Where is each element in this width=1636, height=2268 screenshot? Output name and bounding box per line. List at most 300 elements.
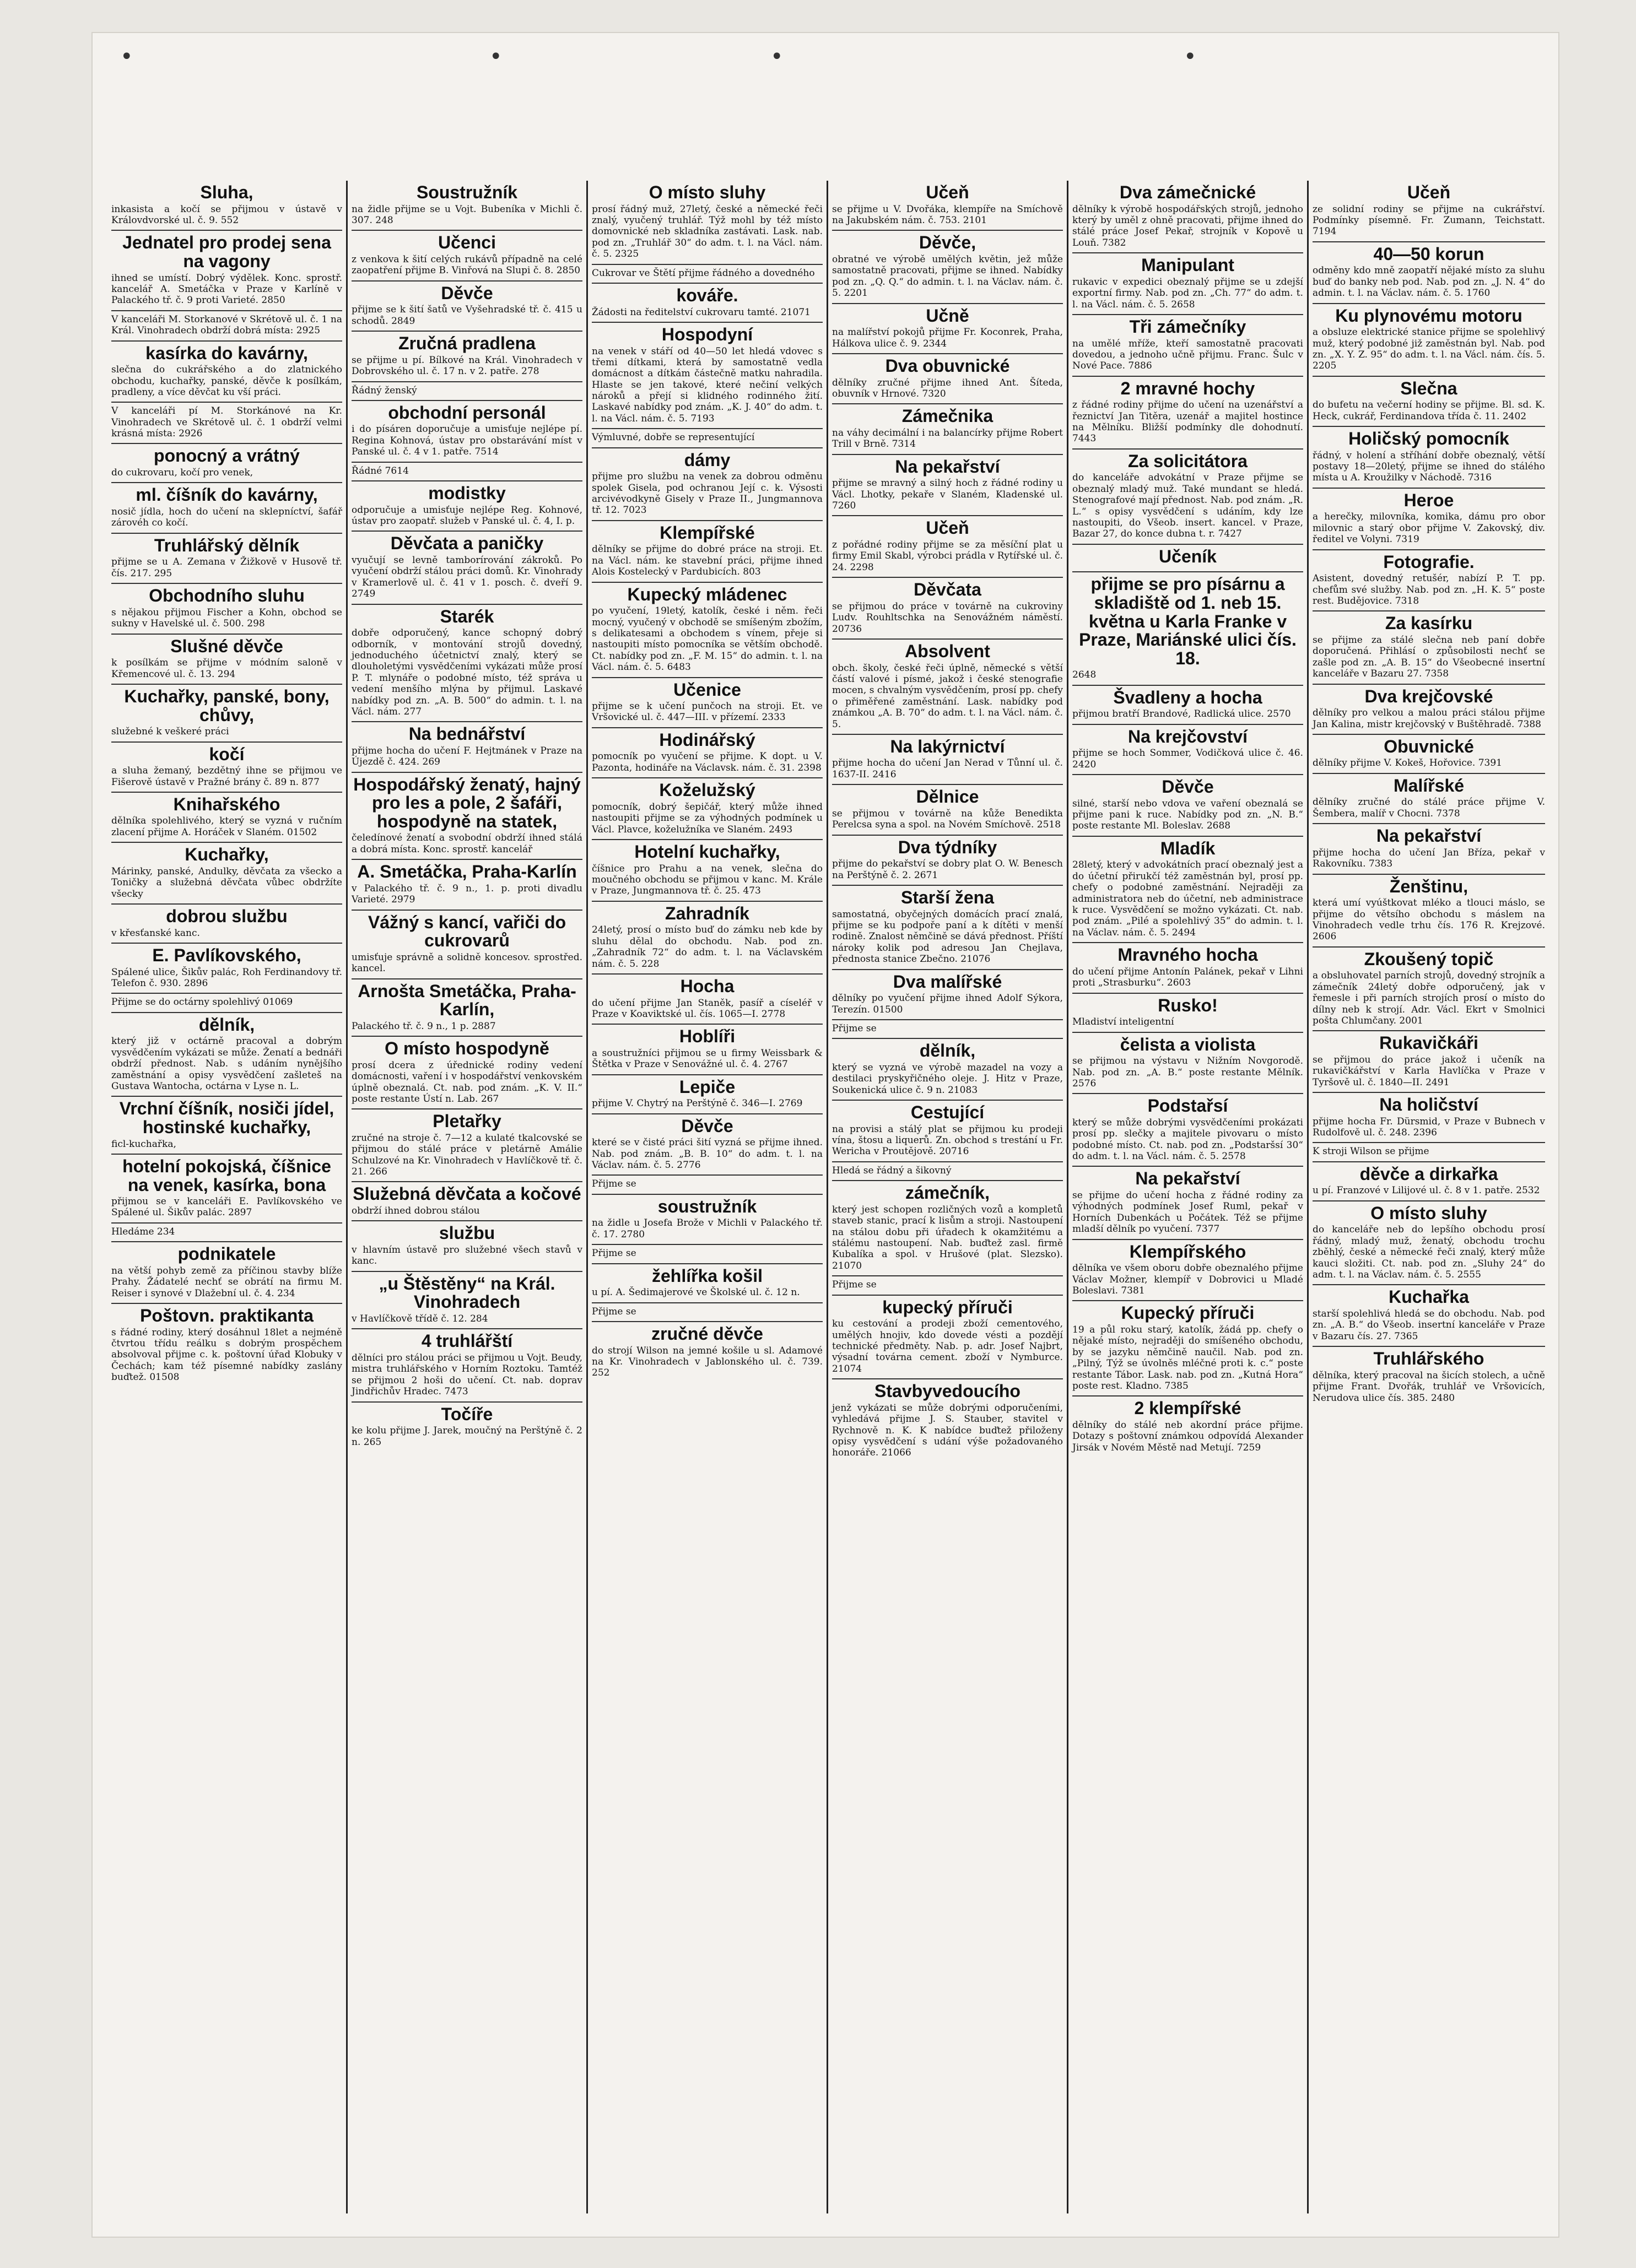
classified-ad xyxy=(111,311,342,342)
classified-ad xyxy=(1313,1201,1545,1286)
ad-heading: Děvčata xyxy=(914,580,981,600)
ad-text: Řádné 7614 xyxy=(352,465,409,477)
ad-heading: Heroe xyxy=(1403,490,1454,510)
ad-heading: Truhlářského xyxy=(1373,1349,1484,1369)
ad-text: i do písáren doporučuje a umisťuje nejlépe pí. Regina Kohnová, ústav pro obstarávání míst v Panské ul. č. 4 v 1. patře. 7514 xyxy=(352,424,582,458)
classified-ad xyxy=(592,429,823,448)
classified-ad xyxy=(1313,774,1545,824)
ad-text: nosič jídla, hoch do učení na sklepníctví, šafář zárovéh co kočí. xyxy=(111,506,342,529)
ad-text: vyučují se levně tamborírování zákroků. Po vyučení obdrží stálou práci domů. Kr. Vinohrady v Kramerlově ul. č. 41 v 1. posch. č. dveří 9. 2749 xyxy=(352,555,582,600)
classified-ad xyxy=(592,902,823,975)
ad-heading: Starší žena xyxy=(901,887,994,908)
classified-ad xyxy=(592,181,823,265)
ad-heading: kočí xyxy=(209,744,245,764)
ad-text: odporučuje a umisťuje nejlépe Reg. Kohnové, ústav pro zaopatř. služeb v Panské ul. č. 4, I. p. xyxy=(352,504,582,527)
ad-heading: „u Štěstěny“ na Král. Vinohradech xyxy=(379,1273,555,1312)
page-mark: • xyxy=(770,44,784,69)
classified-ad xyxy=(592,1303,823,1322)
classified-ad xyxy=(352,773,582,860)
ad-heading: 2 klempířské xyxy=(1134,1398,1241,1419)
ad-heading: O místo sluhy xyxy=(649,182,766,202)
ad-heading: Učeň xyxy=(926,182,969,202)
ad-heading: Učeník xyxy=(1159,546,1217,566)
classified-ad xyxy=(111,1304,342,1387)
classified-ad xyxy=(111,231,342,311)
ad-heading: Jednatel pro prodej sena na vagony xyxy=(122,232,331,271)
ad-text: do kanceláře neb do lepšího obchodu prosí řádný, mladý muž, ženatý, obchodu trochu zběhlý, české a německé řeči znalý, který může kauci složiti. Ct. nab. pod zn. „Sluhy 24“ do adm. t. l. na Václav. nám. č. 5. 2555 xyxy=(1313,1224,1545,1280)
ad-text: Přijme se xyxy=(592,1178,636,1190)
classified-ad xyxy=(832,886,1063,970)
ad-heading: Sluha, xyxy=(200,182,253,202)
ad-heading: O místo hospodyně xyxy=(385,1038,549,1059)
classified-ad xyxy=(1072,572,1303,685)
ad-column xyxy=(348,181,588,2213)
ad-heading: Kuchařky, panské, bony, chůvy, xyxy=(124,686,330,725)
ad-text: se přijme do učení hocha z řádné rodiny za výhodných podmínek Josef Ruml, pekař v Horních Dubenkách u Počátek. Též se přijme mladší dělník po vyučení. 7377 xyxy=(1072,1190,1303,1235)
classified-ad xyxy=(352,860,582,910)
classified-ad xyxy=(352,1182,582,1221)
classified-ad xyxy=(832,181,1063,231)
classified-ad xyxy=(832,1276,1063,1295)
classified-ad xyxy=(352,282,582,332)
classified-ad xyxy=(352,979,582,1037)
ad-heading: Dva krejčovské xyxy=(1364,686,1493,706)
classified-ad xyxy=(352,911,582,979)
ad-heading: Koželužský xyxy=(659,780,755,800)
ad-heading: Děvče xyxy=(1162,777,1214,797)
ad-heading: dělník, xyxy=(919,1041,976,1061)
classified-ad xyxy=(352,181,582,231)
classified-ad xyxy=(111,181,342,231)
classified-ad xyxy=(1313,948,1545,1032)
ad-heading: Učně xyxy=(926,305,969,326)
ad-text: prosí dcera z úřednické rodiny vedení domácnosti, vaření i v hospodářství venkovském úplně obeznalá. Ct. nab. pod znám. „K. V. II.“ poste restante Ústí n. Lab. 267 xyxy=(352,1059,582,1105)
newspaper-page xyxy=(93,33,1558,2237)
ad-text: 28letý, který v advokátních prací obeznalý jest a do účetní přirukčí též zaměstnán byl, prosí pp. chefy o podobné zaměstnání. Nejraději za administratora neb do účetní, neb administrace k ruce. Vysvědčení se možno vykázati. Ct. nab. pod znám. „Pilé a spolehlivý 35“ do admin. t. l. na Václav. nám. č. 5. 2494 xyxy=(1072,859,1303,938)
classified-ad xyxy=(1072,181,1303,253)
ad-heading: Holičský pomocník xyxy=(1348,429,1509,449)
ad-text: a sluha žemaný, bezdětný ihne se přijmou ve Fišerově ústavě v Pražné brány č. 89 n. 877 xyxy=(111,765,342,788)
ad-text: který se může dobrými vysvědčeními prokázati prosí pp. slečky a majitele pivovaru o místo podobné místo. Ct. nab. pod zn. „Podstaršsí 30“ do adm. t. l. na Václ. nám. č. 5. 2578 xyxy=(1072,1117,1303,1162)
ad-text: Přijme se xyxy=(592,1306,636,1317)
classified-ad xyxy=(111,1013,342,1097)
classified-ad xyxy=(1313,1093,1545,1143)
classified-ad xyxy=(111,905,342,944)
classified-ad xyxy=(1072,1240,1303,1302)
ad-heading: Dva obuvnické xyxy=(885,355,1010,376)
classified-ad xyxy=(111,685,342,743)
classified-ad xyxy=(1313,1162,1545,1201)
ad-text: Hledáme 234 xyxy=(111,1226,175,1237)
classified-ad xyxy=(1313,1285,1545,1347)
ad-heading: Učenice xyxy=(673,679,741,700)
classified-ad xyxy=(352,481,582,532)
ad-heading: 2 mravné hochy xyxy=(1120,378,1255,398)
ad-text: dělníky pro velkou a malou práci stálou přijme Jan Kalina, mistr krejčovský v Buštěhradě. 7388 xyxy=(1313,707,1545,730)
classified-ad xyxy=(352,382,582,401)
page-mark: • xyxy=(120,44,133,69)
classified-ad xyxy=(1313,611,1545,684)
ad-text: dělníky po vyučení přijme ihned Adolf Sýkora, Terezín. 01500 xyxy=(832,993,1063,1015)
classified-ad xyxy=(832,1181,1063,1276)
classified-ad xyxy=(1313,1347,1545,1408)
ad-heading: Na krejčovství xyxy=(1127,726,1248,746)
ad-text: se přijmou do práce jakož i učeník na rukavičkářství v Karla Havlíčka v Praze v Tyršově ul. č. 1840—II. 2491 xyxy=(1313,1054,1545,1088)
ad-text: inkasista a kočí se přijmou v ústavě v Královdvorské ul. č. 9. 552 xyxy=(111,203,342,226)
classified-ad xyxy=(352,401,582,463)
classified-ad xyxy=(1313,304,1545,377)
ad-heading: Kupecký mládenec xyxy=(627,584,787,604)
ad-text: pomocník po vyučení se přijme. K dopt. u V. Pazonta, hodináře na Václavsk. nám. č. 31. 2398 xyxy=(592,751,823,773)
classified-ad xyxy=(1072,994,1303,1033)
ad-text: se přijmou v továrně na kůže Benedikta Perelcsa syna a spol. na Novém Smíchově. 2518 xyxy=(832,808,1063,831)
ad-text: přijme se k šití šatů ve Vyšehradské tř. č. 415 u schodů. 2849 xyxy=(352,304,582,327)
ad-text: odměny kdo mně zaopatří nějaké místo za sluhu buď do banky neb pod. Nab. pod zn. „J. N. 4“ do admin. t. l. na Václav. nám. č. 5. 1760 xyxy=(1313,265,1545,299)
ad-text: přijme hocha do učení Jan Bříza, pekař v Rakovníku. 7383 xyxy=(1313,847,1545,870)
ad-text: Přijme se do octárny spolehlivý 01069 xyxy=(111,997,293,1008)
ad-text: na váhy decimální i na balancírky přijme Robert Trill v Brně. 7314 xyxy=(832,427,1063,450)
ad-text: dělníky zručné do stálé práce přijme V. Šembera, malíř v Chocni. 7378 xyxy=(1313,797,1545,819)
ad-text: Přijme se xyxy=(832,1022,877,1034)
ad-text: do strojí Wilson na jemné košile u sl. Adamové na Kr. Vinohradech v Jablonského ul. č. 739. 252 xyxy=(592,1345,823,1379)
ad-text: zručné na stroje č. 7—12 a kulaté tkalcovské se přijmou do stálé práce v pletárně Amálie Schulzové na Kr. Vinohradech v Havlíčkově tř. č. 21. 266 xyxy=(352,1132,582,1178)
ad-text: a herečky, milovníka, komika, dámu pro obor milovnic a starý obor přijme V. Zakovský, div. ředitel ve Volyni. 7319 xyxy=(1313,511,1545,545)
classified-ad xyxy=(1313,735,1545,774)
ad-text: Palackého tř. č. 9 n., 1 p. 2887 xyxy=(352,1020,496,1032)
ad-text: rukavic v expedici obeznalý přijme se u zdejší exportní firmy. Nab. pod zn. „Ch. 77“ do adm. t. l. na Václ. nám. č. 5. 2658 xyxy=(1072,276,1303,310)
ad-text: ficl-kuchařka, xyxy=(111,1138,176,1150)
ad-heading: dámy xyxy=(684,450,731,470)
ad-heading: Obuvnické xyxy=(1384,736,1474,756)
ad-heading: Lepiče xyxy=(679,1076,736,1097)
ad-text: dělníka, který pracoval na šicích stolech, a učně přijme Frant. Dvořák, truhlář ve Vršovicích, Nerudova ulice čís. 385. 2480 xyxy=(1313,1370,1545,1404)
ad-text: se přijme za stálé slečna neb paní dobře doporučená. Přihlásí o způsobilosti nechť se zašle pod zn. „A. B. 15“ do Všeobecné insertní kanceláře v Bazaru 27. 7358 xyxy=(1313,634,1545,680)
ad-heading: ml. číšník do kavárny, xyxy=(136,485,318,505)
ad-text: pomocník, dobrý šepičář, který může ihned nastoupiti přijme se za výhodných podmínek u Václ. Plavce, koželužníka ve Slaném. 2493 xyxy=(592,801,823,835)
ad-heading: Hospodyní xyxy=(661,324,753,344)
ad-text: u pí. A. Šedimajerové ve Školské ul. č. 12 n. xyxy=(592,1287,800,1298)
ad-text: Mladiství inteligentní xyxy=(1072,1016,1174,1028)
classified-ad xyxy=(1313,1143,1545,1162)
ad-heading: Za kasírku xyxy=(1385,613,1473,634)
ad-heading: Za solicitátora xyxy=(1128,451,1248,471)
ad-heading: podnikatele xyxy=(177,1244,276,1264)
classified-ad xyxy=(832,1020,1063,1039)
classified-ad xyxy=(1313,377,1545,427)
classified-ad xyxy=(111,994,342,1013)
ad-text: na židle přijme se u Vojt. Bubeníka v Michli č. 307. 248 xyxy=(352,203,582,226)
ad-heading: Truhlářský dělník xyxy=(154,535,300,555)
ad-text: čeledínové ženatí a svobodní obdrží ihned stálá a dobrá místa. Konc. sprostř. kancelář xyxy=(352,832,582,855)
ad-heading: Na pekařství xyxy=(1376,826,1482,846)
classified-ad xyxy=(592,323,823,429)
classified-ad xyxy=(111,843,342,905)
classified-ad xyxy=(1313,550,1545,612)
ad-heading: O místo sluhy xyxy=(1370,1203,1487,1223)
ad-heading: hotelní pokojská, číšnice na venek, kasírka, bona xyxy=(122,1156,331,1195)
ad-text: řádný, v holení a stříhání dobře obeznalý, větší postavy 18—20letý, přijme se ihned do stálého místa u A. Kroužilky v Náchodě. 7316 xyxy=(1313,450,1545,484)
ad-heading: Hotelní kuchařky, xyxy=(634,842,780,862)
ad-text: z řádné rodiny přijme do učení na uzenářství a řeznictví Jan Titěra, uzenář a majitel hostince na Mělníku. Bližší podmínky dle dohodnutí. 7443 xyxy=(1072,399,1303,445)
ad-heading: Malířské xyxy=(1393,775,1465,795)
ad-text: Přijme se xyxy=(832,1279,877,1291)
ad-heading: Ženštinu, xyxy=(1389,876,1468,896)
ad-heading: Dva zámečnické xyxy=(1119,182,1256,202)
classified-ad xyxy=(832,578,1063,640)
ad-text: dělníky se přijme do dobré práce na stroji. Et. na Václ. nám. ke stavební práci, přijme ihned Alois Kostelecký v Pardubicích. 803 xyxy=(592,544,823,578)
ad-text: do učení přijme Antonín Palánek, pekař v Lihni proti „Strasburku“. 2603 xyxy=(1072,966,1303,989)
ad-heading: Kuchařky, xyxy=(185,845,269,865)
ad-heading: Pletařky xyxy=(433,1111,501,1132)
page-top-marks xyxy=(93,44,1558,77)
ad-heading: Starék xyxy=(440,606,494,626)
ad-text: slečna do cukrářského a do zlatnického obchodu, kuchařky, panské, děvče k posílkám, pradleny, a více děvčat ku vší práci. xyxy=(111,364,342,398)
ad-text: přijme hocha do učení Jan Nerad v Tůnní ul. č. 1637-II. 2416 xyxy=(832,757,1063,780)
ad-column xyxy=(828,181,1068,2213)
classified-ad xyxy=(111,342,342,403)
ad-heading: Dělnice xyxy=(916,787,979,807)
ad-text: do kanceláře advokátní v Praze přijme se obeznalý mladý muž. Také mundant se hledá. Stenografové mají přednost. Nab. pod znám. „R. L.“ s opisy vysvědčení s udáním, kdy lze nastoupiti, do Všeob. insert. kancel. v Praze, Bazar 27, do konce dubna t. r. 7427 xyxy=(1072,472,1303,540)
classified-ad xyxy=(592,265,823,284)
classified-ad xyxy=(1313,242,1545,304)
ad-heading: Zahradník xyxy=(665,903,749,923)
ad-text: číšnice pro Prahu a na venek, slečna do moučného obchodu se přijmou v kanc. M. Krále v Praze, Jungmannova tř. č. 25. 473 xyxy=(592,863,823,897)
ad-heading: Na lakýrnictví xyxy=(890,736,1005,756)
classified-ad xyxy=(592,1025,823,1075)
classified-ad xyxy=(111,793,342,843)
classified-ad xyxy=(592,448,823,521)
classified-ad xyxy=(352,1329,582,1402)
page-mark: • xyxy=(489,44,503,69)
classified-ad xyxy=(352,1037,582,1109)
ad-heading: Tři zámečníky xyxy=(1129,316,1246,337)
classified-ad xyxy=(111,1155,342,1224)
ad-text: přijme se k učení punčoch na stroji. Et. ve Vršovické ul. č. 447—III. v přízemí. 2333 xyxy=(592,701,823,723)
ad-heading: kováře. xyxy=(676,285,738,305)
ad-column xyxy=(107,181,348,2213)
ad-text: 2648 xyxy=(1072,669,1097,681)
ad-heading: Učenci xyxy=(438,232,496,253)
classified-ad xyxy=(592,1245,823,1264)
classified-ad xyxy=(111,403,342,444)
ad-heading: Rukavičkáři xyxy=(1379,1033,1478,1053)
classified-ad xyxy=(1072,943,1303,993)
ad-heading: Hospodářský ženatý, hajný pro les a pole, 2 šafáři, hospodyně na statek, xyxy=(353,774,581,831)
classified-ad xyxy=(352,722,582,772)
ad-text: přijme se u A. Zemana v Žižkově v Husově tř. čís. 217. 295 xyxy=(111,556,342,579)
ad-text: obch. školy, české řeči úplně, německé s větší částí valové i písmé, jakož i české stenografie mocen, s chvalným vysvědčením, prosí pp. chefy o přiměřené zaměstnání. Lask. nabídky pod známkou „A. B. 70“ do adm. t. l. na Václ. nám. č. 5. xyxy=(832,662,1063,730)
ad-heading: Ku plynovému motoru xyxy=(1335,305,1522,326)
ad-text: na venek v stáří od 40—50 let hledá vdovec s třemi dítkami, která by samostatně vedla domácnost a dítkám částečně matku nahradila. Hlaste se jen takové, které nečiní velkých nároků a přejí si klidného rodinného žití. Laskavé nabídky pod znám. „K. J. 40“ do adm. t. l. na Václ. nám. č. 5. 7193 xyxy=(592,345,823,424)
ad-heading: Švadleny a hocha xyxy=(1113,687,1262,707)
ad-text: 24letý, prosí o místo buď do zámku neb kde by sluhu dělal do obchodu. Nab. pod zn. „Zahradník 72“ do adm. t. l. na Václavském nám. č. 5. 228 xyxy=(592,924,823,970)
ad-heading: službu xyxy=(439,1223,495,1243)
ad-text: se přijme u pí. Bílkové na Král. Vinohradech v Dobrovského ul. č. 17 n. v 2. patře. 278 xyxy=(352,354,582,377)
classified-ad xyxy=(111,584,342,634)
classified-ad xyxy=(352,605,582,723)
classified-ad xyxy=(832,970,1063,1020)
ad-heading: 4 truhlářští xyxy=(421,1331,513,1351)
ad-heading: Na holičství xyxy=(1379,1095,1478,1115)
classified-ad xyxy=(352,463,582,481)
classified-ad xyxy=(1072,450,1303,545)
ad-text: který již v octárně pracoval a dobrým vysvědčením vykázati se může. Ženatí a bednáři obdrží přednost. Nab. s udáním nynějšího zaměstnání a opisy vysvědčení zašleteš na Gustava Wantocha, octárna v Lyse n. L. xyxy=(111,1036,342,1092)
ad-text: Spálené ulice, Šikův palác, Roh Ferdinandovy tř. Telefon č. 930. 2896 xyxy=(111,966,342,989)
ad-heading: kasírka do kavárny, xyxy=(145,343,308,363)
classified-ad xyxy=(111,1097,342,1155)
classified-ad xyxy=(1072,686,1303,725)
ad-heading: Poštovn. praktikanta xyxy=(140,1306,314,1326)
ad-text: v hlavním ústavě pro služebné všech stavů v kanc. xyxy=(352,1244,582,1267)
ad-heading: Soustružník xyxy=(416,182,518,202)
ad-text: který jest schopen rozličných vozů a kompletů staveb stanic, prací k lisům a stroji. Nastoupení na stálou dobu při úřadech k okamžitému a stálému nastoupení. Nab. buďtež zasl. firmě Kubalíka a spol. v Hrušové (plat. Slezsko). 21070 xyxy=(832,1204,1063,1271)
ad-text: u pí. Franzové v Lilijové ul. č. 8 v 1. patře. 2532 xyxy=(1313,1185,1540,1197)
ad-text: samostatná, obyčejných domácích prací znalá, přijme se ku podpoře paní a k dítěti v menší rodině. Znalost němčině se dává přednost. Příští nároky kolik pod adresou Jan Chejlava, přednosta stanice Zbečno. 21076 xyxy=(832,908,1063,965)
ad-text: do cukrovaru, kočí pro venek, xyxy=(111,467,253,479)
ad-heading: zručné děvče xyxy=(651,1323,763,1344)
ad-text: obratné ve výrobě umělých květin, jež může samostatně pracovati, přijme se ihned. Nabídky pod zn. „Q. Q.“ do admin. t. l. na Václav. nám. č. 5. 2201 xyxy=(832,253,1063,299)
ad-heading: Hodinářský xyxy=(659,729,755,750)
ad-text: ku cestování a prodeji zboží cementového, umělých hnojiv, kdo dovede vésti a pozdějí technické předměty. Nab. p. adr. Josef Najbrt, výsadní továrna cement. zboží v Nymburce. 21074 xyxy=(832,1318,1063,1374)
ad-text: se přijmou do práce v továrně na cukroviny Ludv. Rouhltschka na Senovážném náměstí. 20736 xyxy=(832,600,1063,635)
ad-text: přijme V. Chytrý na Perštýně č. 346—I. 2769 xyxy=(592,1098,803,1109)
classified-ad xyxy=(592,583,823,678)
classified-ad xyxy=(832,354,1063,404)
ad-heading: E. Pavlíkovského, xyxy=(152,945,301,966)
classified-ad xyxy=(592,1264,823,1303)
ad-text: starší spolehlivá hledá se do obchodu. Nab. pod zn. „A. B.“ do Všeob. insertní kanceláře v Praze v Bazaru čís. 27. 7365 xyxy=(1313,1308,1545,1342)
ad-heading: modistky xyxy=(428,483,506,504)
ad-text: umisťuje správně a solidně koncesov. sprostřed. kancel. xyxy=(352,951,582,975)
ad-heading: Na pekařství xyxy=(895,456,1000,477)
classified-ad xyxy=(1072,545,1303,573)
ad-text: ke kolu přijme J. Jarek, moučný na Perštýně č. 2 n. 265 xyxy=(352,1425,582,1448)
classified-ad xyxy=(352,1109,582,1182)
ad-text: v Palackého tř. č. 9 n., 1. p. proti divadlu Varieté. 2979 xyxy=(352,883,582,906)
classified-ad xyxy=(1313,427,1545,489)
classified-ad xyxy=(592,1114,823,1176)
ad-heading: Arnošta Smetáčka, Praha-Karlín, xyxy=(358,981,576,1020)
ad-text: na větší pohyb země za příčinou stavby blíže Prahy. Žádatelé nechť se obrátí na firmu M. Reiser i synové v Dlažební ul. č. 4. 234 xyxy=(111,1265,342,1299)
ad-heading: Hoblíři xyxy=(679,1026,736,1047)
ad-text: obdrží ihned dobrou stálou xyxy=(352,1205,480,1217)
classified-ad xyxy=(592,678,823,728)
ad-heading: Fotografie. xyxy=(1383,551,1475,572)
ad-text: do učení přijme Jan Staněk, pasíř a císeléř v Praze v Koaviktské ul. čís. 1065—I. 2778 xyxy=(592,997,823,1020)
ad-heading: Stavbyvedoucího xyxy=(874,1381,1021,1401)
classified-ad xyxy=(832,640,1063,735)
ad-text: dělníky k výrobě hospodářských strojů, jednoho který by uměl z ohně pracovati, přijme ihned do stálé práce Josef Pekař, strojník v Kopově u Louň. 7382 xyxy=(1072,203,1303,248)
ad-column xyxy=(1309,181,1549,2213)
ad-heading: čelista a violista xyxy=(1120,1034,1256,1054)
classified-ad xyxy=(1072,253,1303,315)
classified-ad xyxy=(1313,824,1545,874)
ad-heading: 40—50 korun xyxy=(1373,243,1484,264)
ad-heading: kupecký příruči xyxy=(882,1297,1013,1317)
ad-heading: Slečna xyxy=(1400,378,1457,398)
ad-heading: Absolvent xyxy=(905,641,990,661)
ad-text: na malířství pokojů přijme Fr. Koconrek, Praha, Hálkova ulice č. 9. 2344 xyxy=(832,327,1063,349)
ad-text: Asistent, dovedný retušér, nabízí P. T. pp. chefům své služby. Nab. pod zn. „H. K. 5“ poste rest. Budějovice. 7318 xyxy=(1313,573,1545,607)
classified-ad xyxy=(832,304,1063,354)
ad-text: v Havlíčkově třídě č. 12. 284 xyxy=(352,1313,488,1325)
ad-heading: Vážný s kancí, vařiči do cukrovarů xyxy=(368,912,566,951)
ad-heading: Zkoušený topič xyxy=(1364,949,1494,969)
ad-heading: Vrchní číšník, nosiči jídel, hostinské kuchařky, xyxy=(119,1098,334,1137)
ad-heading: Děvče, xyxy=(919,232,976,253)
classified-ad xyxy=(352,532,582,604)
ad-text: přijmou bratří Brandové, Radlická ulice. 2570 xyxy=(1072,708,1291,720)
ad-column xyxy=(588,181,828,2213)
classified-ad xyxy=(832,836,1063,886)
ad-text: přijme do pekařství se dobry plat O. W. Benesch na Perštýně č. 2. 2671 xyxy=(832,858,1063,881)
ad-heading: obchodní personál xyxy=(388,402,546,423)
classified-ad xyxy=(832,455,1063,517)
classified-ad xyxy=(592,521,823,583)
ad-text: Márinky, panské, Andulky, děvčata za všecko a Toničky a služebná děvčata vůbec obdržíte všecky xyxy=(111,865,342,900)
ad-text: přijmou se v kanceláři E. Pavlíkovského ve Spálené ul. Šikův palác. 2897 xyxy=(111,1196,342,1219)
ad-heading: dělník, xyxy=(198,1014,255,1035)
ad-text: ze solidní rodiny se přijme na cukrářství. Podmínky písemně. Fr. Zumann, Teichstatt. 7194 xyxy=(1313,203,1545,237)
classified-ad xyxy=(1313,1031,1545,1093)
ad-heading: Zámečnika xyxy=(901,406,994,426)
classified-ad xyxy=(111,635,342,685)
ad-text: V kanceláři M. Storkanové v Skrétově ul. č. 1 na Král. Vinohradech obdrží dobrá místa: 2925 xyxy=(111,313,342,337)
ad-text: přijme se hoch Sommer, Vodičková ulice č. 46. 2420 xyxy=(1072,748,1303,770)
ad-text: Hledá se řádný a šikovný xyxy=(832,1165,952,1176)
classified-ad xyxy=(1313,875,1545,948)
ad-text: a soustružníci přijmou se u firmy Weissbark & Štětka v Praze v Senovážné ul. č. 4. 2767 xyxy=(592,1047,823,1070)
ad-text: který se vyzná ve výrobě mazadel na vozy a destilaci pryskyřičného oleje. J. Hitz v Praze, Soukenická ulice č. 9 n. 21083 xyxy=(832,1062,1063,1096)
ad-text: z pořádné rodiny přijme se za měsíční plat u firmy Emil Skabl, výrobci prádla v Rytířské ul. č. 24. 2298 xyxy=(832,539,1063,573)
classified-ad xyxy=(111,534,342,584)
ad-text: dělníka ve všem oboru dobře obeznalého přijme Václav Možner, klempíř v Dobrovici u Mladé Boleslavi. 7381 xyxy=(1072,1263,1303,1296)
classified-ad xyxy=(1313,181,1545,242)
ad-text: a obsluze elektrické stanice přijme se spolehlivý muž, který podobné již zaměstnán byl. Nab. pod zn. „X. Y. Z. 95“ do adm. t. l. na Václ. nám. čís. 5. 2205 xyxy=(1313,327,1545,372)
ad-text: dělníky přijme V. Kokeš, Hořovice. 7391 xyxy=(1313,757,1502,769)
classified-ad xyxy=(1072,1301,1303,1396)
ad-heading: žehlířka košil xyxy=(652,1265,763,1286)
ad-heading: Hocha xyxy=(680,976,735,996)
ad-text: dělníci pro stálou práci se přijmou u Vojt. Beudy, mistra truhlářského v Horním Roztoku. Tamtéž se přijmou 2 hoši do učení. Ct. nab. doprav Jindřichův Hradec. 7473 xyxy=(352,1352,582,1398)
classified-ad xyxy=(352,332,582,382)
ad-text: Řádný ženský xyxy=(352,385,417,396)
ad-heading: Služebná děvčata a kočové xyxy=(353,1184,581,1204)
ad-text: k posílkám se přijme v módním saloně v Křemencové ul. č. 13. 294 xyxy=(111,657,342,680)
ad-heading: Děvče xyxy=(441,283,493,303)
ad-text: dobře odporučený, kance schopný dobrý odborník, v montování strojů dovedný, jednoduchého účetnictví znalý, který se dlouholetými vysvědčeními vykázati může prosí P. T. mlynáře o podobné místo, též správa u vedení menšího mlýna by přijmul. Laskavé nabídky pod zn. „A. B. 500“ do admin. t. l. na Václ. nám. 277 xyxy=(352,627,582,717)
ad-text: které se v čisté práci šití vyzná se přijme ihned. Nab. pod znám. „B. B. 10“ do adm. t. l. na Václav. nám. č. 5. 2776 xyxy=(592,1137,823,1171)
ad-heading: přijme se pro písárnu a skladiště od 1. neb 15. května u Karla Franke v Praze, Mariánské ulici čís. 18. xyxy=(1079,574,1297,668)
ad-text: Žádosti na ředitelství cukrovaru tamté. 21071 xyxy=(592,306,811,318)
ad-heading: Podstařsí xyxy=(1147,1096,1228,1116)
ad-heading: zámečník, xyxy=(905,1183,990,1203)
classified-ad xyxy=(832,1162,1063,1181)
classified-ad xyxy=(592,1322,823,1383)
ad-text: v křesťanské kanc. xyxy=(111,927,200,939)
classified-ad xyxy=(1072,1033,1303,1095)
classified-ad xyxy=(111,444,342,483)
ad-heading: Učeň xyxy=(926,518,969,538)
ad-heading: Na pekařství xyxy=(1135,1168,1240,1189)
ad-text: na umělé mříže, kteří samostatně pracovati dovedou, a jednoho učně přijmu. Franc. Šulc v Nové Pace. 7886 xyxy=(1072,338,1303,372)
classified-ad xyxy=(832,516,1063,578)
classified-ad xyxy=(1072,1094,1303,1167)
ad-text: a obsluhovatel parních strojů, dovedný strojník a zámečník 24letý dobře odporučený, jak v řemesle i při parních strojích prosí o místo do dílny neb k strojí. Adr. Václ. Ekrt v Smolnici pošta Chlumčany. 2001 xyxy=(1313,970,1545,1026)
ad-text: s řádné rodiny, který dosáhnul 18let a nejméně čtvrtou třídu reálku s dobrým prospěchem absolvoval přijme c. k. poštovní úřad Klobuky v Čechách; kam též písemné nabídky zaslány buďtež. 01508 xyxy=(111,1327,342,1383)
classified-ad xyxy=(1313,685,1545,735)
ad-text: služebné k veškeré práci xyxy=(111,726,229,738)
